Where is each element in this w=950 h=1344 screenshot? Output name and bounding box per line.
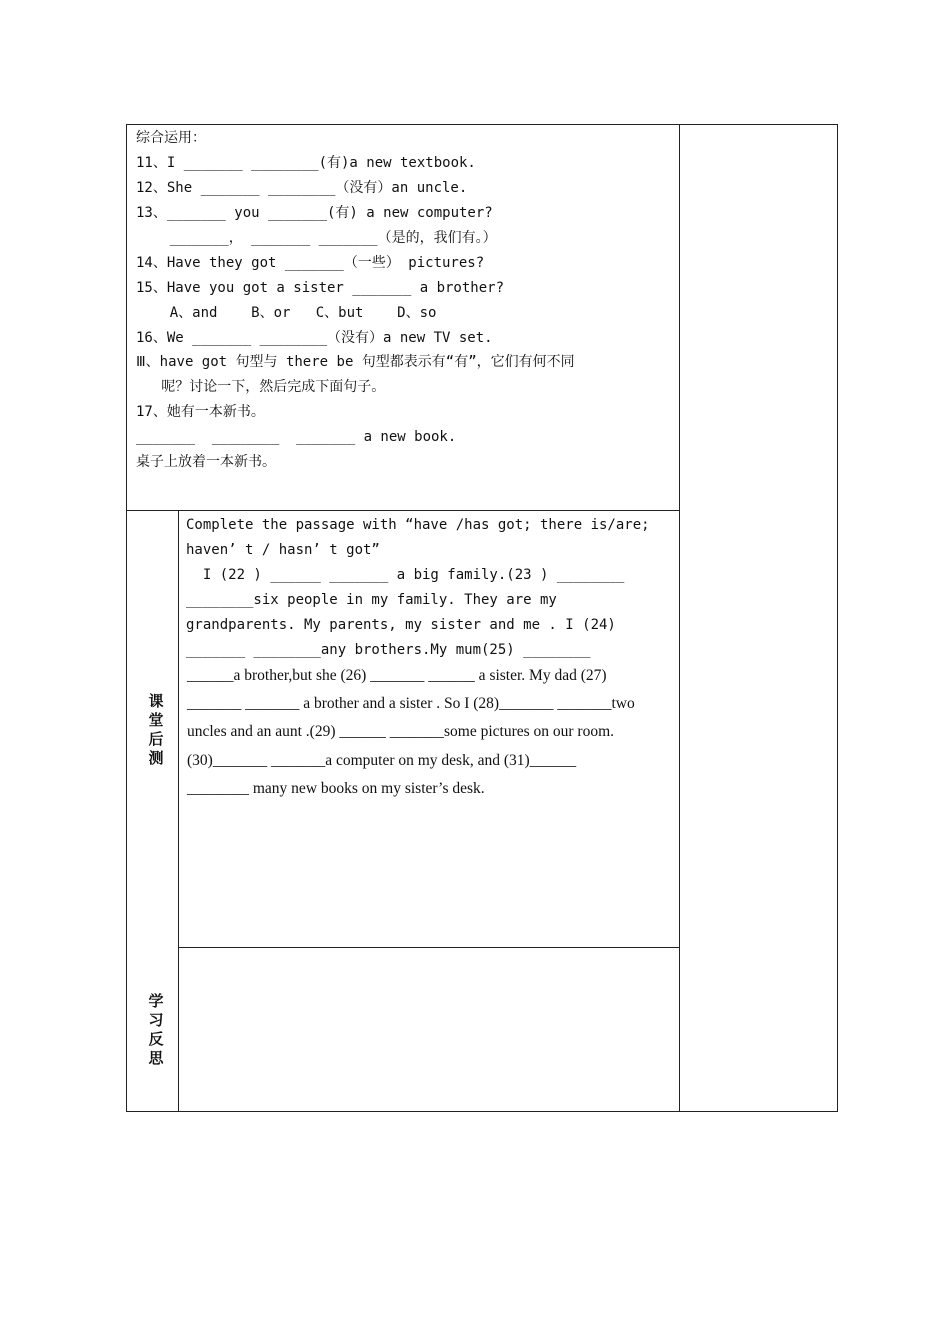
passage-line: ______a brother,but she (26) _______ ______ a sister. My dad (27): [187, 667, 607, 684]
label-char: 测: [148, 749, 164, 767]
part-iii-prompt-cont: 呢？讨论一下，然后完成下面句子。: [136, 379, 386, 395]
passage-line: uncles and an aunt .(29) ______ _______some pictures on our room.: [187, 723, 615, 740]
question-12: 12、She _______ ________（没有）an uncle.: [136, 180, 468, 196]
question-13-answer: _______， _______ _______（是的，我们有。）: [136, 230, 497, 246]
question-15-options: A、and B、or C、but D、so: [136, 305, 437, 321]
label-char: 学: [148, 992, 164, 1010]
right-column-divider: [679, 124, 680, 1112]
section-heading: 综合运用：: [136, 130, 206, 146]
label-char: 思: [148, 1049, 164, 1067]
passage-instruction: Complete the passage with “have /has got; there is/are;: [186, 517, 650, 533]
passage-line: ________ many new books on my sister’s desk.: [187, 780, 485, 797]
passage-line: _______ _______ a brother and a sister . So I (28)_______ _______two: [187, 695, 635, 712]
label-char: 习: [148, 1011, 164, 1029]
question-16: 16、We _______ ________（没有）a new TV set.: [136, 330, 493, 346]
question-15: 15、Have you got a sister _______ a brother?: [136, 280, 505, 296]
question-11: 11、I _______ ________(有)a new textbook.: [136, 155, 476, 171]
label-char: 反: [148, 1030, 164, 1048]
passage-line: grandparents. My parents, my sister and me . I (24): [186, 617, 616, 633]
passage-line: (30)_______ _______a computer on my desk, and (31)______: [187, 752, 577, 769]
label-char: 后: [148, 730, 164, 748]
question-14: 14、Have they got _______（一些） pictures?: [136, 255, 485, 271]
passage-instruction-cont: haven’ t / hasn’ t got”: [186, 542, 380, 558]
question-13: 13、_______ you _______(有) a new computer?: [136, 205, 493, 221]
row-divider-1: [126, 510, 680, 511]
question-18: 桌子上放着一本新书。: [136, 454, 276, 470]
section-label-reflection: [130, 992, 182, 1068]
passage-line: _______ ________any brothers.My mum(25) ________: [186, 642, 591, 658]
label-char: 堂: [148, 711, 164, 729]
row-divider-2: [178, 947, 680, 948]
section-label-class-test: [130, 692, 182, 768]
question-17: 17、她有一本新书。: [136, 404, 265, 420]
part-iii-prompt: Ⅲ、have got 句型与 there be 句型都表示有“有”，它们有何不同: [136, 354, 575, 370]
passage-line: I (22 ) ______ _______ a big family.(23 ) ________: [186, 567, 625, 583]
passage-line: ________six people in my family. They are my: [186, 592, 557, 608]
label-char: 课: [148, 692, 164, 710]
question-17-answer: _______ ________ _______ a new book.: [136, 429, 457, 445]
